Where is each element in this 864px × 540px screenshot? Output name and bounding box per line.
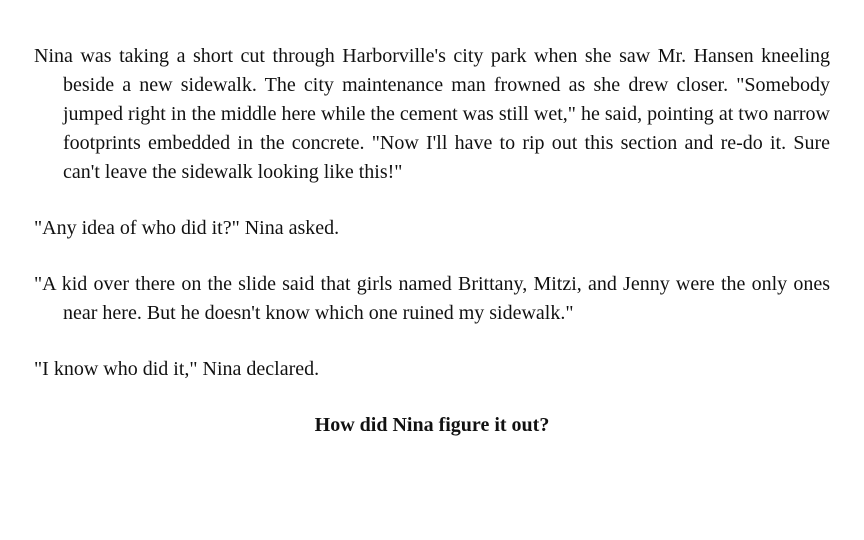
story-paragraph-nina-declares: "I know who did it," Nina declared. [34, 358, 320, 380]
story-document [34, 42, 830, 440]
story-paragraph-nina-question: "Any idea of who did it?" Nina asked. [34, 217, 340, 239]
mystery-question: How did Nina figure it out? [314, 414, 550, 436]
story-paragraph-intro: Nina was taking a short cut through Harborville's city park when she saw Mr. Hansen kneeling beside a new sidewalk. The city maintenance man frowned as she drew closer. "Somebody jumped right in the middle here while the cement was still wet," he said, pointing at two narrow footprints embedded in the concrete. "Now I'll have to rip out this section and re-do it. Sure can't leave the sidewalk looking like this!" [34, 45, 830, 183]
story-paragraph-hansen-reply: "A kid over there on the slide said that girls named Brittany, Mitzi, and Jenny were the only ones near here. But he doesn't know which one ruined my sidewalk." [34, 273, 830, 324]
